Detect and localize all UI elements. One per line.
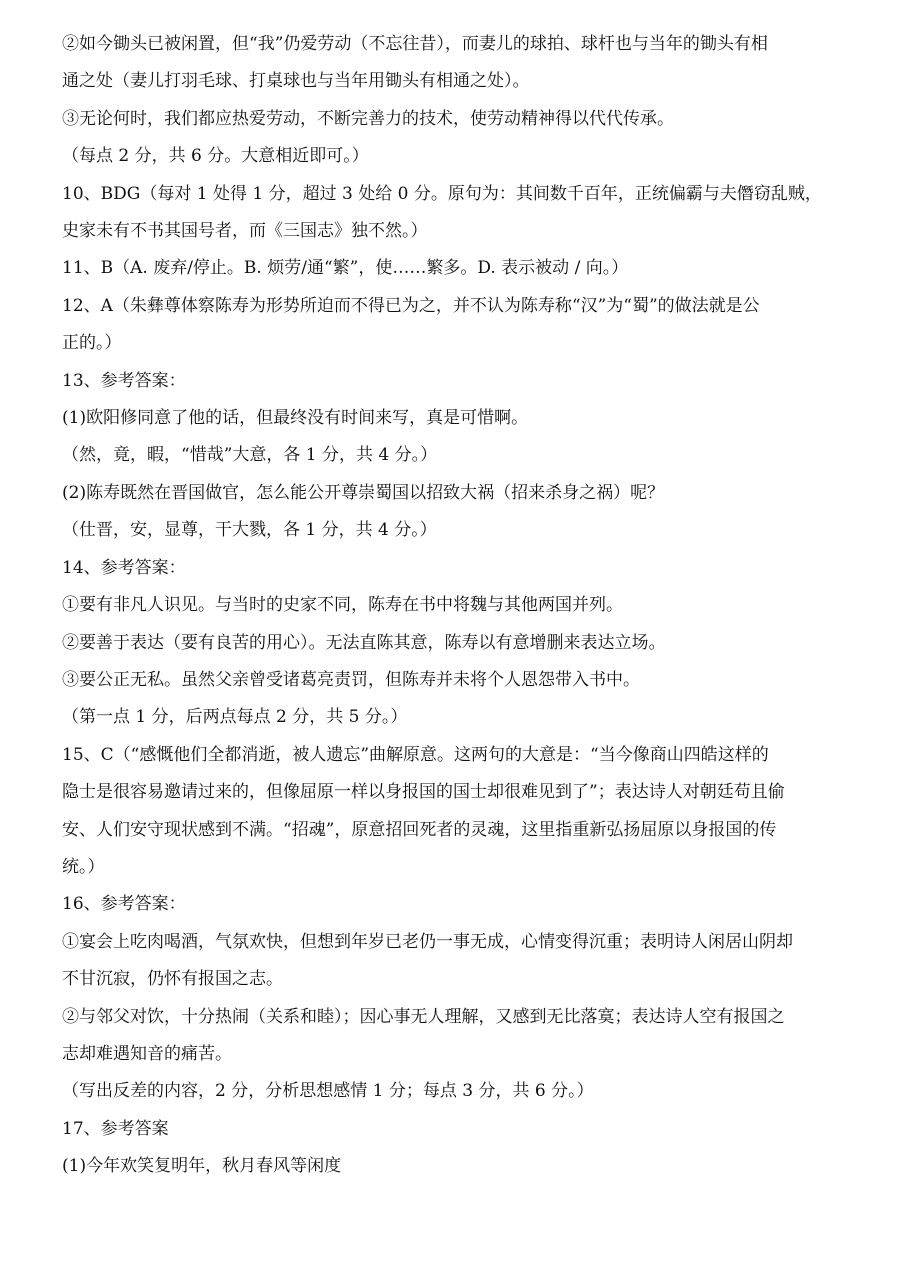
text-line: (1)欧阳修同意了他的话，但最终没有时间来写，真是可惜啊。 <box>62 408 529 429</box>
text-line: 12、A（朱彝尊体察陈寿为形势所迫而不得已为之，并不认为陈寿称“汉”为“蜀”的做法就是公 <box>62 295 760 316</box>
text-line: 14、参考答案： <box>62 557 186 578</box>
text-line: 13、参考答案： <box>62 370 186 391</box>
text-line: 史家未有不书其国号者，而《三国志》独不然。） <box>62 221 428 242</box>
text-line: （仕晋，安，显尊，干大戮，各 1 分，共 4 分。） <box>62 520 437 541</box>
text-line: 16、参考答案： <box>62 894 186 915</box>
text-line: ③无论何时，我们都应热爱劳动，不断完善力的技术，使劳动精神得以代代传承。 <box>62 108 674 129</box>
text-line: 志却难遇知音的痛苦。 <box>62 1043 232 1064</box>
text-line: （写出反差的内容，2 分，分析思想感情 1 分；每点 3 分，共 6 分。） <box>62 1081 594 1102</box>
text-line: （然，竟，暇，“惜哉”大意，各 1 分，共 4 分。） <box>62 445 438 466</box>
text-line: ①要有非凡人识见。与当时的史家不同，陈寿在书中将魏与其他两国并列。 <box>62 595 623 616</box>
text-line: ②与邻父对饮，十分热闹（关系和睦）；因心事无人理解，又感到无比落寞；表达诗人空有报国之 <box>62 1006 785 1027</box>
text-line: （每点 2 分，共 6 分。大意相近即可。） <box>62 146 369 167</box>
text-line: 隐士是很容易邀请过来的，但像屈原一样以身报国的国士却很难见到了”；表达诗人对朝廷苟且偷 <box>62 782 785 803</box>
text-line: ②如今锄头已被闲置，但“我”仍爱劳动（不忘往昔），而妻儿的球拍、球杆也与当年的锄头有相 <box>62 34 768 54</box>
text-line: 17、参考答案 <box>62 1118 169 1139</box>
text-line: （第一点 1 分，后两点每点 2 分，共 5 分。） <box>62 707 408 728</box>
text-line: ③要公正无私。虽然父亲曾受诸葛亮责罚，但陈寿并未将个人恩怨带入书中。 <box>62 669 640 690</box>
text-line: ②要善于表达（要有良苦的用心）。无法直陈其意，陈寿以有意增删来表达立场。 <box>62 632 666 653</box>
text-line: ①宴会上吃肉喝酒，气氛欢快，但想到年岁已老仍一事无成，心情变得沉重；表明诗人闲居山阴却 <box>62 931 793 952</box>
text-line: 正的。） <box>62 333 122 354</box>
text-line: 10、BDG（每对 1 处得 1 分，超过 3 处给 0 分。原句为：其间数千百年，正统偏霸与夫僭窃乱贼， <box>62 183 822 204</box>
text-line: (1)今年欢笑复明年，秋月春风等闲度 <box>62 1156 342 1177</box>
text-line: 通之处（妻儿打羽毛球、打桌球也与当年用锄头有相通之处）。 <box>62 71 530 92</box>
text-line: 统。） <box>62 856 105 877</box>
text-line: (2)陈寿既然在晋国做官，怎么能公开尊崇蜀国以招致大祸（招来杀身之祸）呢？ <box>62 482 665 503</box>
text-line: 15、C（“感慨他们全都消逝，被人遗忘”曲解原意。这两句的大意是：“当今像商山四皓这样的 <box>62 744 769 765</box>
text-line: 安、人们安守现状感到不满。“招魂”，原意招回死者的灵魂，这里指重新弘扬屈原以身报国的传 <box>62 819 777 840</box>
text-line: 不甘沉寂，仍怀有报国之志。 <box>62 969 283 990</box>
text-line: 11、B（A. 废弃/停止。B. 烦劳/通“繁”，使……繁多。D. 表示被动 / 向。） <box>62 258 629 279</box>
